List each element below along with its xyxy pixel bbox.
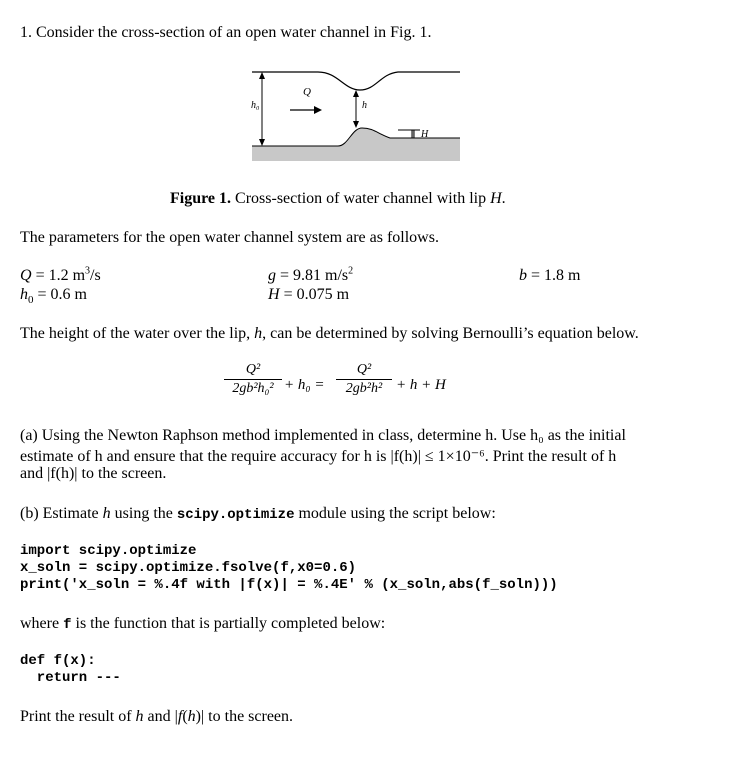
params-intro: The parameters for the open water channel system are as follows. bbox=[20, 229, 439, 246]
problem-heading: 1. Consider the cross-section of an open water channel in Fig. 1. bbox=[20, 24, 432, 41]
part-b-text-a: (b) Estimate bbox=[20, 505, 103, 522]
figure-label-h0: h₀ bbox=[251, 100, 260, 111]
param-g bbox=[268, 267, 353, 285]
lhs-denominator: 2gb²h₀² bbox=[232, 381, 274, 396]
caption-bold: Figure 1. bbox=[170, 190, 232, 207]
param-g-var: g bbox=[268, 267, 276, 284]
param-H-value: = 0.075 m bbox=[279, 286, 350, 303]
def-line-2: return --- bbox=[20, 670, 121, 686]
where-text-a: where bbox=[20, 615, 64, 632]
final-a: Print the result of bbox=[20, 708, 136, 725]
lhs-fraction bbox=[224, 362, 282, 397]
final-d: )| to the screen. bbox=[195, 708, 294, 725]
rhs-fraction-bar bbox=[336, 379, 392, 380]
equation-middle: + h₀ = bbox=[284, 377, 325, 393]
water-surface bbox=[252, 72, 460, 90]
code-line-3: print('x_soln = %.4f with |f(x)| = %.4E' % (x_soln,abs(f_soln))) bbox=[20, 577, 558, 593]
param-g-sup: 2 bbox=[348, 265, 354, 277]
part-a-line-3: and |f(h)| to the screen. bbox=[20, 465, 167, 482]
figure-label-h: h bbox=[362, 100, 367, 111]
part-b-module: scipy.optimize bbox=[176, 507, 295, 523]
final-var: h bbox=[135, 708, 144, 725]
code-line-2: x_soln = scipy.optimize.fsolve(f,x0=0.6) bbox=[20, 560, 357, 576]
param-b-value: = 1.8 m bbox=[527, 267, 581, 284]
param-h0-value: = 0.6 m bbox=[33, 286, 87, 303]
figure-label-H: H bbox=[421, 129, 429, 140]
param-h0-sub: 0 bbox=[28, 294, 34, 307]
part-b-var: h bbox=[102, 505, 111, 522]
bernoulli-intro-var: h bbox=[254, 325, 263, 342]
lhs-fraction-bar bbox=[224, 379, 282, 380]
part-b-intro bbox=[20, 505, 496, 523]
where-func: f bbox=[63, 617, 72, 633]
param-Q-tail: /s bbox=[90, 267, 101, 284]
caption-text: Cross-section of water channel with lip bbox=[231, 190, 491, 207]
part-a-line-2: estimate of h and ensure that the require accuracy for h is |f(h)| ≤ 1×10⁻⁶. Print the result of h bbox=[20, 448, 617, 465]
final-f: f bbox=[177, 708, 183, 725]
part-b-text-b: using the bbox=[110, 505, 177, 522]
bernoulli-intro bbox=[20, 325, 639, 343]
param-h0 bbox=[20, 286, 87, 307]
figure-label-Q: Q bbox=[303, 86, 311, 98]
param-H-var: H bbox=[268, 286, 280, 303]
channel-bed bbox=[252, 128, 460, 161]
caption-var: H bbox=[490, 190, 502, 207]
final-c: ( bbox=[182, 708, 188, 725]
where-text bbox=[20, 615, 385, 633]
rhs-numerator: Q² bbox=[356, 362, 372, 377]
final-instruction bbox=[20, 708, 293, 726]
param-g-value: = 9.81 m/s bbox=[276, 267, 349, 284]
part-b-text-c: module using the script below: bbox=[294, 505, 496, 522]
param-H bbox=[268, 286, 349, 304]
rhs-denominator: 2gb²h² bbox=[345, 381, 383, 396]
channel-figure bbox=[248, 66, 464, 166]
param-Q bbox=[20, 267, 101, 285]
param-Q-sup: 3 bbox=[85, 265, 91, 277]
caption-end: . bbox=[501, 190, 506, 207]
where-text-b: is the function that is partially completed below: bbox=[71, 615, 386, 632]
param-b bbox=[519, 267, 580, 285]
lhs-numerator: Q² bbox=[245, 362, 261, 377]
param-Q-var: Q bbox=[20, 267, 32, 284]
equation-rhs-tail: + h + H bbox=[396, 377, 446, 393]
param-b-var: b bbox=[519, 267, 527, 284]
bernoulli-intro-a: The height of the water over the lip, bbox=[20, 325, 255, 342]
final-b: and | bbox=[143, 708, 178, 725]
def-line-1: def f(x): bbox=[20, 653, 96, 669]
rhs-fraction bbox=[336, 362, 392, 397]
part-a-line-1: (a) Using the Newton Raphson method implemented in class, determine h. Use h₀ as the initial bbox=[20, 427, 626, 444]
bernoulli-intro-b: , can be determined by solving Bernoulli’s equation below. bbox=[262, 325, 639, 342]
param-Q-value: = 1.2 m bbox=[31, 267, 86, 284]
final-h: h bbox=[187, 708, 196, 725]
code-line-1: import scipy.optimize bbox=[20, 543, 197, 559]
figure-caption bbox=[170, 190, 506, 208]
param-h0-var: h bbox=[20, 286, 28, 303]
